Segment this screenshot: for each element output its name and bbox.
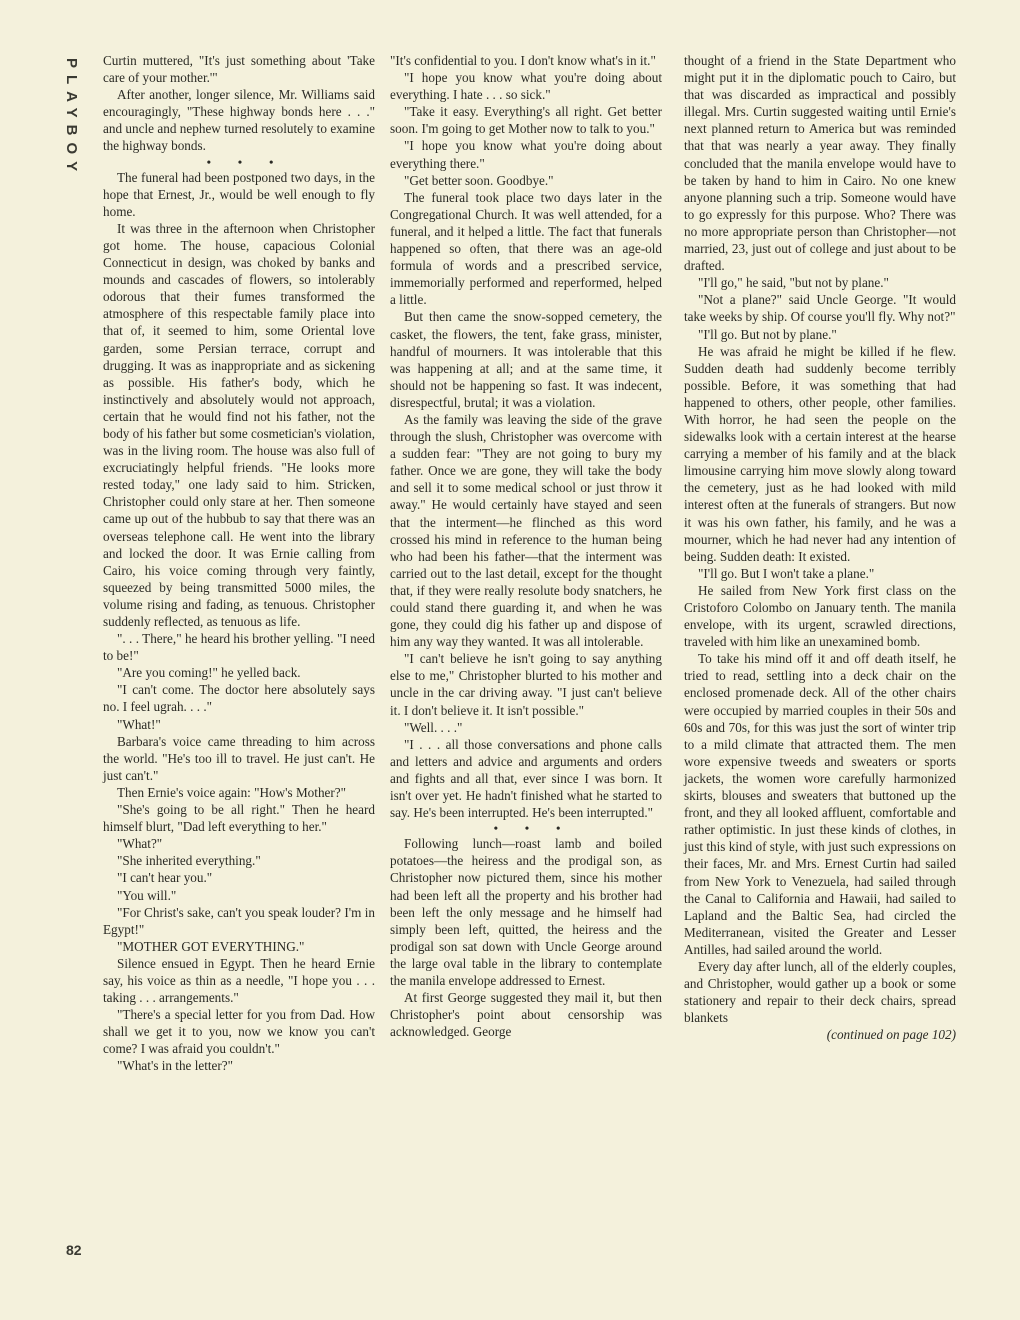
paragraph: "For Christ's sake, can't you speak louder? I'm in Egypt!" (103, 904, 375, 937)
paragraph: "Take it easy. Everything's all right. Get better soon. I'm going to get Mother now to talk to you." (390, 104, 662, 137)
paragraph: "I'll go," he said, "but not by plane." (698, 275, 889, 291)
magazine-name-vertical (58, 58, 88, 188)
paragraph: "She's going to be all right." Then he heard himself blurt, "Dad left everything to her." (103, 802, 375, 835)
text-column-1 (103, 52, 375, 1075)
paragraph: "I'll go. But not by plane." (698, 326, 837, 342)
paragraph: Curtin muttered, "It's just something about 'Take care of your mother.'" (103, 53, 375, 86)
paragraph: "Are you coming!" he yelled back. (117, 665, 301, 681)
paragraph: The funeral took place two days later in the Congregational Church. It was well attended, for a funeral, and it helped a little. The fact that funerals happened so often, that there was an age-old formula of words and a prescribed service, immemorially performed and reperformed, helped a little. (390, 189, 662, 308)
continued-line: (continued on page 102) (826, 1027, 956, 1043)
paragraph: "I can't hear you." (117, 870, 213, 886)
paragraph: "Well. . . ." (404, 719, 463, 735)
paragraph: Then Ernie's voice again: "How's Mother?" (117, 784, 347, 800)
magazine-name: PLAYBOY (63, 58, 80, 179)
text-column-3 (684, 52, 956, 1043)
page-number: 82 (66, 1242, 82, 1258)
paragraph: "MOTHER GOT EVERYTHING." (117, 938, 305, 954)
paragraph: To take his mind off it and off death itself, he tried to read, settling into a deck chair on the enclosed promenade deck. All of the other chairs were occupied by married couples in their 50s and 60s and 70s, for this was just the sort of winter trip to a mild climate that attracted them. The men wore expensive tweeds and sweaters or sports jackets, the women wore carefully harmonized skirts, blouses and sweaters that buttoned up the front, and they all looked affluent, comfortable and rather optimistic. In just these kinds of clothes, in just this kind of style, with just such expressions on their faces, Mr. and Mrs. Ernest Curtin had sailed from New York to Venezuela, had sailed through the Canal to California and Hawaii, had sailed to Lapland and the Baltic Sea, had circled the Mediterranean, visited the Greater and Lesser Antilles, had sailed around the world. (684, 651, 956, 957)
paragraph: "I can't believe he isn't going to say anything else to me," Christopher blurted to his mother and uncle in the car driving away. "I just can't believe it. I don't believe it. It isn't possible." (390, 651, 662, 718)
paragraph: "There's a special letter for you from Dad. How shall we get it to you, now we know you can't come? I was afraid you couldn't." (103, 1007, 375, 1057)
paragraph: Every day after lunch, all of the elderly couples, and Christopher, would gather up a book or some stationery and repair to their deck chairs, spread blankets (684, 958, 956, 1026)
paragraph: thought of a friend in the State Department who might put it in the diplomatic pouch to Cairo, but that was discarded as impractical and possibly illegal. Mrs. Curtin suggested waiting until Ernie's next planned return to America but was reminded that that was nearly a year away. They finally concluded that the manila envelope would have to be taken by hand to him in Cairo. No one knew anyone planning such a trip. Someone would have to go expressly for this purpose. Who? There was no more appropriate person than Christopher—not married, 23, just out of college and just about to be drafted. (684, 53, 956, 274)
paragraph: Silence ensued in Egypt. Then he heard Ernie say, his voice as thin as a needle, "I hope you . . . taking . . . arrangements." (103, 955, 375, 1006)
paragraph: "I hope you know what you're doing about everything. I hate . . . so sick." (390, 70, 662, 103)
paragraph: "It's confidential to you. I don't know what's in it." (390, 53, 656, 68)
paragraph: At first George suggested they mail it, but then Christopher's point about censorship was acknowledged. George (390, 990, 662, 1040)
paragraph: He was afraid he might be killed if he flew. Sudden death had suddenly become terribly possible. Before, it was something that had happened to others, other people, other families. With horror, he had seen the people on the sidewalks look with a certain interest at the hearse carrying a member of his family and at the black limousine carrying him move slowly along toward the cemetery, just as he had looked with mild interest often at the funerals of strangers. But now it was his own father, his family, and he was a mourner, which he had never had any intention of being. Sudden death: It existed. (684, 343, 956, 564)
paragraph: "What?" (117, 836, 163, 852)
paragraph: "What!" (117, 716, 161, 732)
paragraph: As the family was leaving the side of the grave through the slush, Christopher was overcome with a sudden fear: "They are not going to bury my father. Once we are gone, they will take the body and sell it to some medical school or just throw it away." He would certainly have stayed and seen that the interment—he flinched as this word crossed his mind in reference to the human being who had been his father—that the interment was carried out to the last detail, except for the thought that, if they were really resolute body snatchers, he could stand there guarding it, and when he was gone, they could dig his father up and dispose of him any way they wanted. It was all intolerable. (390, 411, 662, 650)
paragraph: The funeral had been postponed two days, in the hope that Ernest, Jr., would be well enough to fly home. (103, 169, 375, 219)
paragraph: "Not a plane?" said Uncle George. "It would take weeks by ship. Of course you'll fly. Why not?" (684, 292, 956, 325)
paragraph: "I hope you know what you're doing about everything there." (390, 138, 662, 171)
section-break: • • • (206, 154, 286, 169)
paragraph: ". . . There," he heard his brother yelling. "I need to be!" (103, 631, 375, 664)
paragraph: Barbara's voice came threading to him across the world. "He's too ill to travel. He just can't. He just can't." (103, 733, 375, 783)
paragraph: "She inherited everything." (117, 853, 261, 869)
paragraph: "I . . . all those conversations and phone calls and letters and advice and arguments and orders and fights and all that, ever since I was born. It isn't over yet. He hadn't finished what he started to say. He's been interrupted. He's been interrupted." (390, 736, 662, 821)
paragraph: "I can't come. The doctor here absolutely says no. I feel ugrah. . . ." (103, 682, 375, 715)
text-column-2 (390, 52, 662, 1040)
section-break: • • • (493, 821, 573, 836)
paragraph: "I'll go. But I won't take a plane." (698, 565, 875, 581)
paragraph: "Get better soon. Goodbye." (404, 172, 554, 188)
paragraph: Following lunch—roast lamb and boiled potatoes—the heiress and the prodigal son, as Christopher now pictured them, since his mother had been left all the property and his brother had been left the only message and he himself had simply been left, quitted, the heiress and the prodigal son sat down with Uncle George around the large oval table in the library to contemplate the manila envelope addressed to Ernest. (390, 836, 662, 988)
paragraph: But then came the snow-sopped cemetery, the casket, the flowers, the tent, fake grass, minister, handful of mourners. It was intolerable that this was happening at all; and at the same time, it should not be happening so fast. It was indecent, disrespectful, brutal; it was a violation. (390, 309, 662, 410)
paragraph: "You will." (117, 887, 177, 903)
paragraph: After another, longer silence, Mr. Williams said encouragingly, "These highway bonds here . . ." and uncle and nephew turned resolutely to examine the highway bonds. (103, 87, 375, 154)
paragraph: It was three in the afternoon when Christopher got home. The house, capacious Colonial Connecticut in design, was choked by banks and mounds and cascades of flowers, so intolerably odorous that their fumes transformed the atmosphere of this respectable family place into that of, it seemed to him, some Oriental love garden, some Persian terrace, corrupt and drugging. It was as inappropriate and as sickening as possible. His father's body, which he instinctively and absolutely would not approach, certain that he would find not his father, not the body of his father but some cosmetician's violation, was in the living room. The house was also full of excruciatingly helpful friends. "He looks more rested today," one lady said to him. Stricken, Christopher could only stare at her. Then someone came up out of the hubbub to say that there was an overseas telephone call. He went into the library and locked the door. It was Ernie calling from Cairo, his voice coming through very faintly, squeezed by being transmitted 5000 miles, the volume rising and fading, as tenuous. Christopher suddenly reflected, as tenuous as life. (103, 220, 375, 629)
paragraph: He sailed from New York first class on the Cristoforo Colombo on January tenth. The manila envelope, with its urgent, scrawled directions, traveled with him like an unexamined bomb. (684, 582, 956, 650)
paragraph: "What's in the letter?" (117, 1058, 234, 1074)
